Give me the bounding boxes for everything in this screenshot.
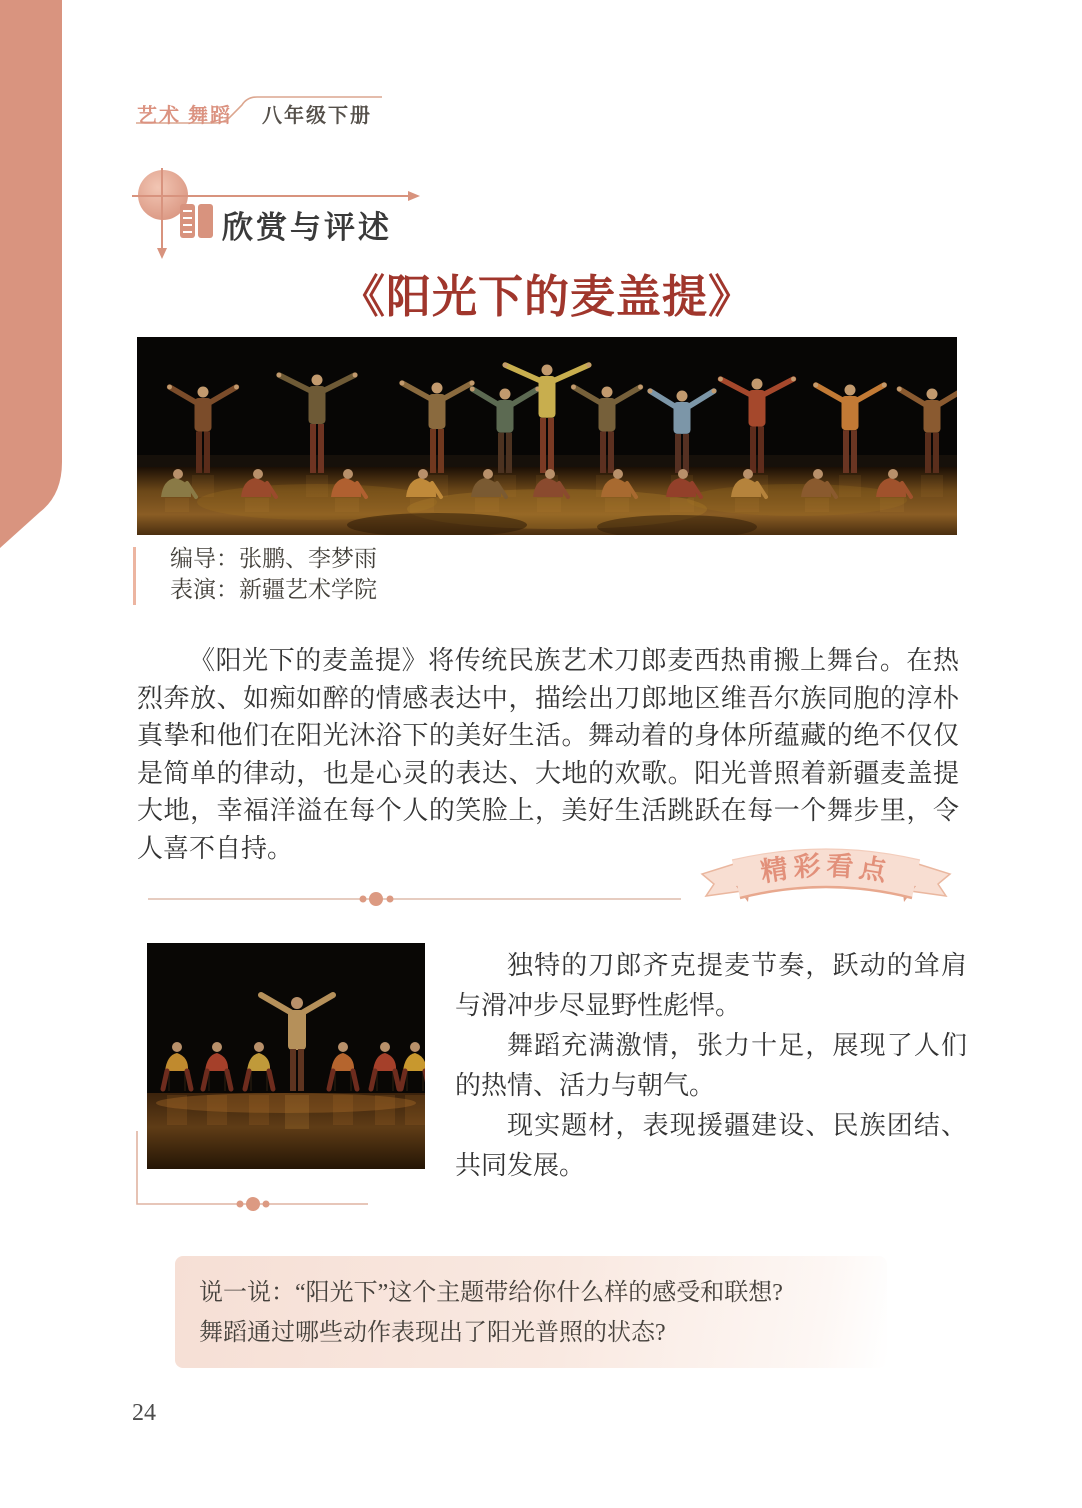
highlight-item: 独特的刀郎齐克提麦节奏，跃动的耸肩与滑冲步尽显野性彪悍。 — [455, 951, 967, 1020]
dotted-divider — [148, 890, 682, 908]
book-icon — [180, 204, 213, 238]
credit-line: 表演：新疆艺术学院 — [170, 577, 377, 602]
highlight-item: 现实题材，表现援疆建设、民族团结、共同发展。 — [455, 1111, 967, 1180]
highlights-ribbon-banner — [698, 838, 954, 918]
highlights-banner-label: 精彩看点 — [758, 850, 894, 888]
left-margin-decoration — [0, 0, 70, 560]
bracket-divider — [130, 1128, 376, 1214]
activity-question-line: 说一说：“阳光下”这个主题带给你什么样的感受和联想? — [199, 1280, 783, 1306]
credit-accent-bar — [133, 547, 136, 605]
work-intro-paragraph: 《阳光下的麦盖提》将传统民族艺术刀郎麦西热甫搬上舞台。在热烈奔放、如痴如醉的情感表达中，描绘出刀郎地区维吾尔族同胞的淳朴真挚和他们在阳光沐浴下的美好生活。舞动着的身体所蕴藏的绝不仅仅是简单的律动，也是心灵的表达、大地的欢歌。阳光普照着新疆麦盖提大地，幸福洋溢在每个人的笑脸上，美好生活跳跃在每一个舞步里，令人喜不自持。 — [137, 646, 959, 863]
highlight-item: 舞蹈充满激情，张力十足，展现了人们的热情、活力与朝气。 — [455, 1031, 967, 1100]
work-title: 《阳光下的麦盖提》 — [339, 272, 754, 322]
section-title: 欣赏与评述 — [222, 210, 392, 245]
activity-question-line: 舞蹈通过哪些动作表现出了阳光普照的状态? — [199, 1320, 666, 1346]
credit-line: 编导：张鹏、李梦雨 — [170, 546, 377, 571]
main-performance-photo — [137, 337, 957, 535]
header-subject-label: 艺术 舞蹈 — [137, 105, 232, 127]
page-number: 24 — [132, 1400, 156, 1426]
work-credits — [170, 543, 377, 605]
highlights-list — [455, 946, 967, 1186]
activity-box — [175, 1256, 887, 1368]
header-grade-label: 八年级下册 — [262, 105, 372, 127]
